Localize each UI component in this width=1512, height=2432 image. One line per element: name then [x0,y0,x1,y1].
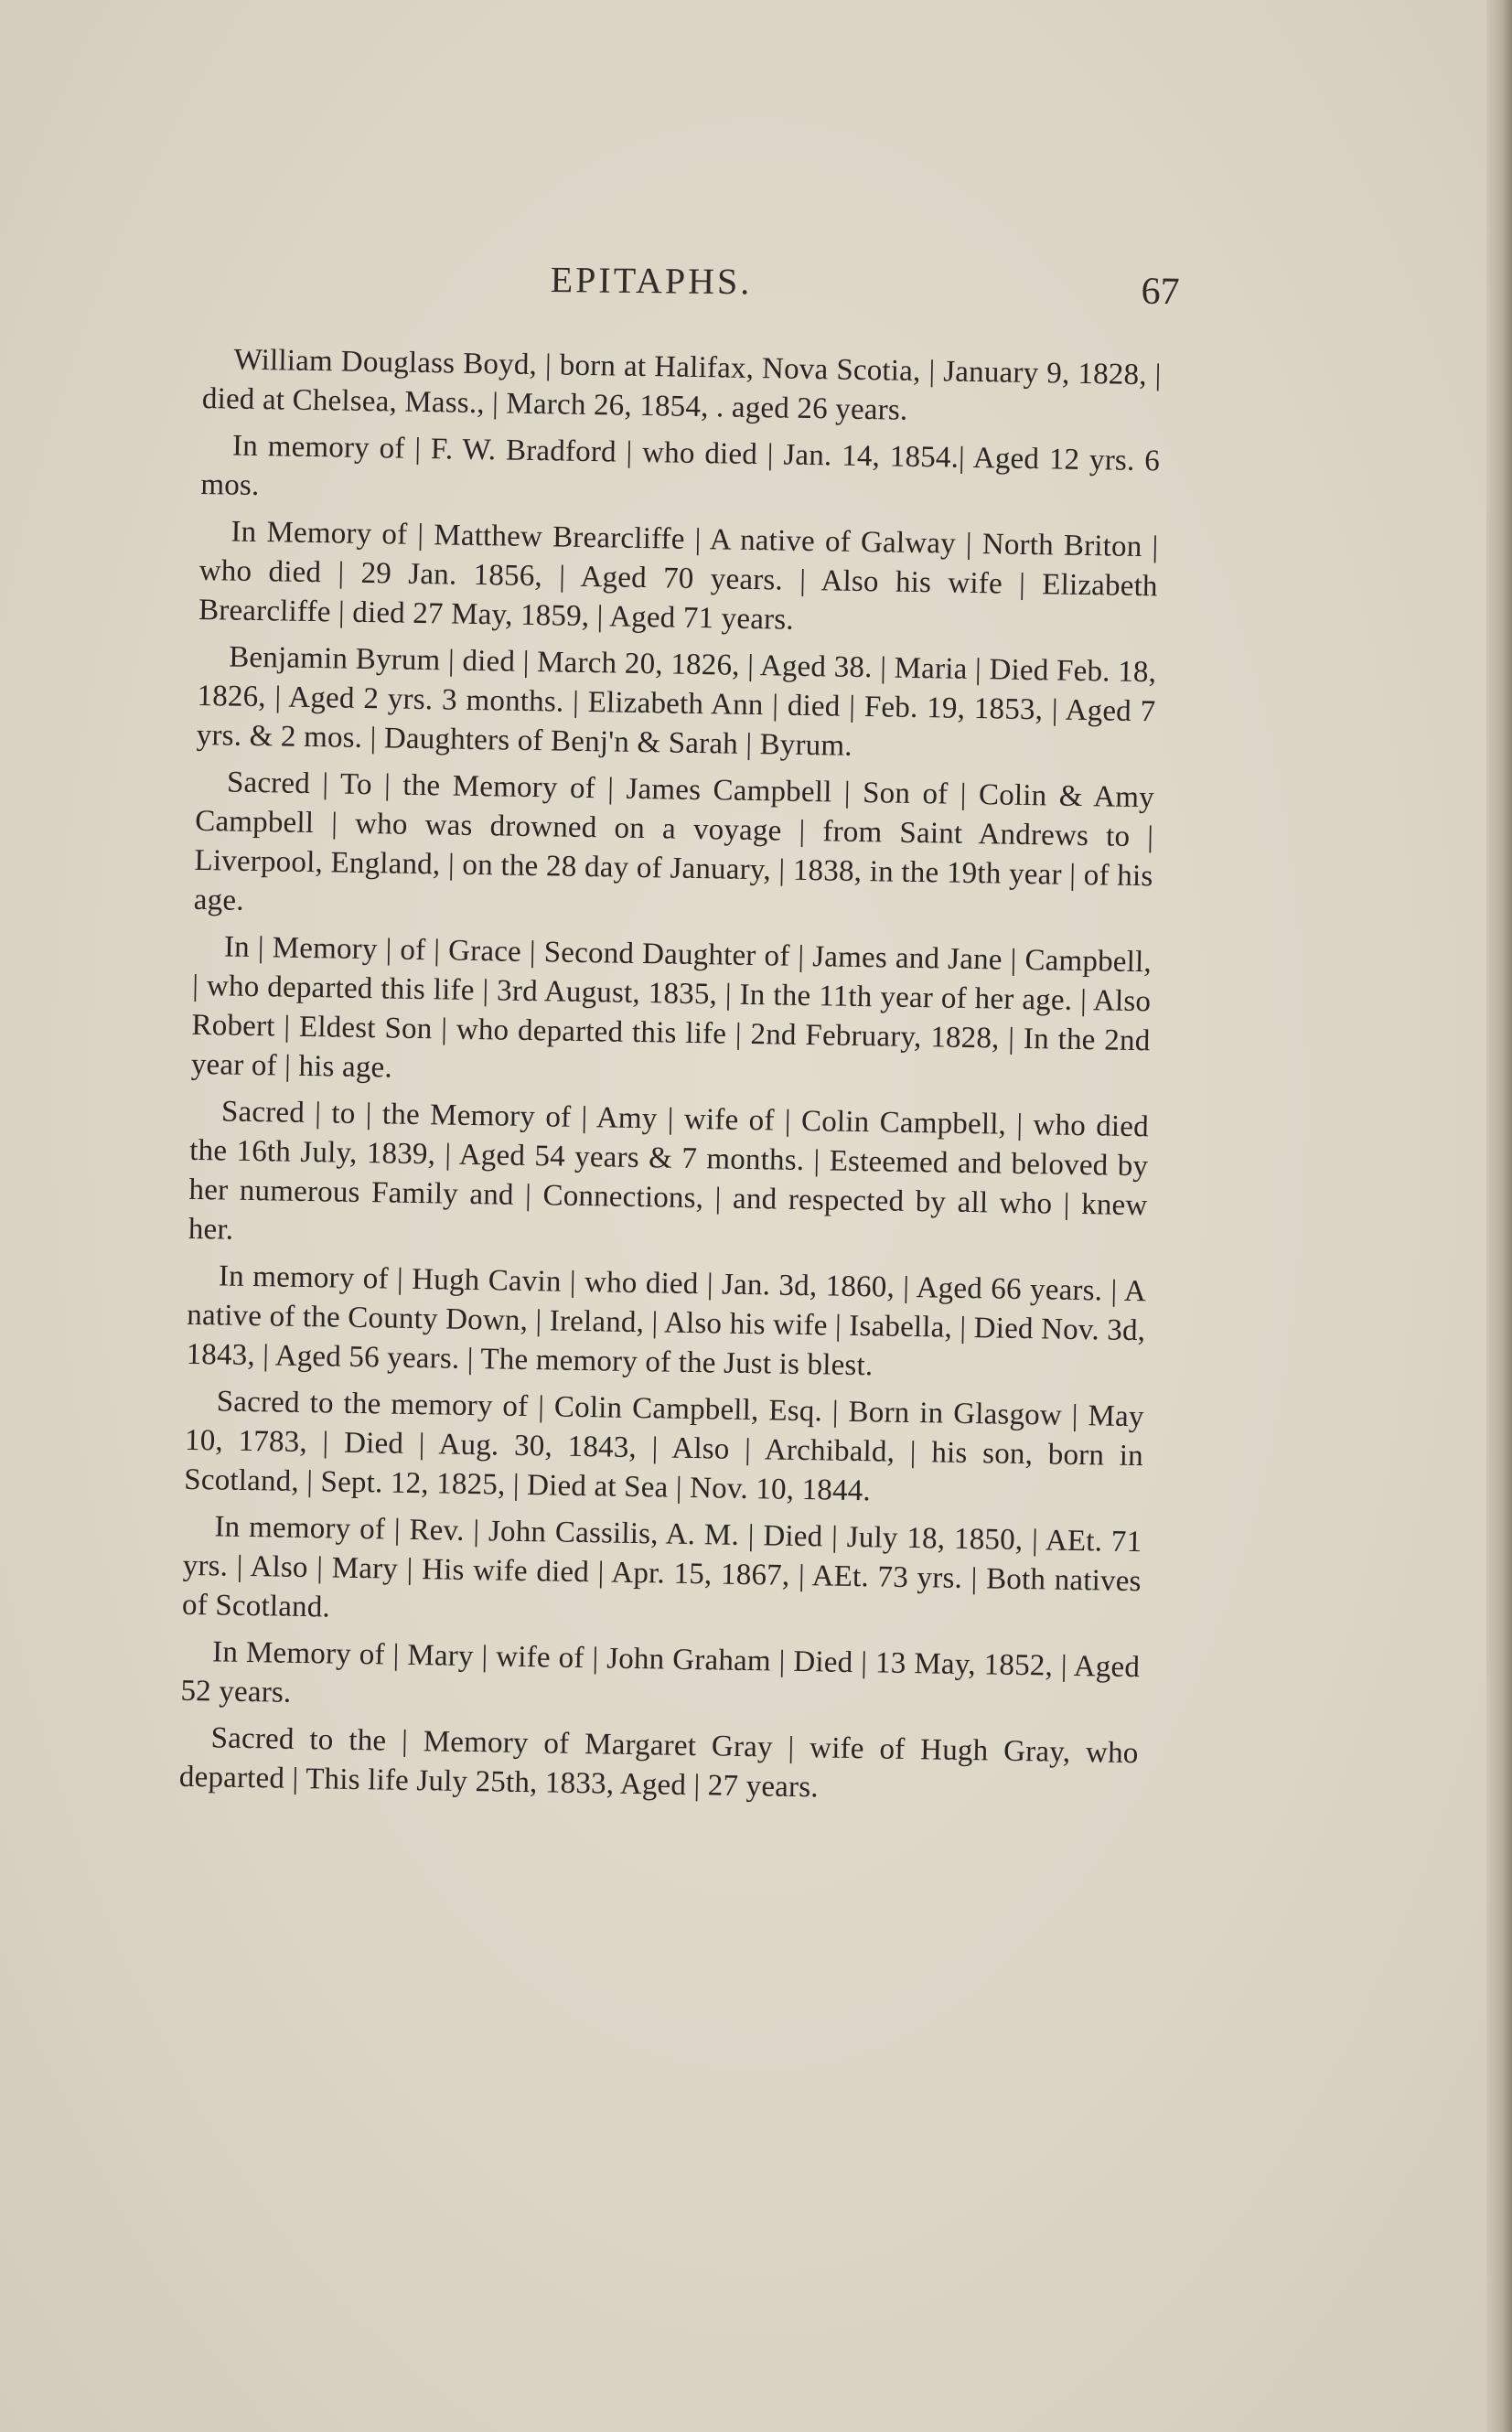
epitaph-entry: In memory of | Hugh Cavin | who died | Jan. 3d, 1860, | Aged 66 years. | A native of the County Down, | Ireland, | Also his wife | Isabella, | Died Nov. 3d, 1843, | Aged 56 years. | The memory of the Just is blest. [186,1259,1147,1383]
epitaph-list [178,340,1161,1820]
page-spine-edge [1486,0,1512,2432]
epitaph-entry: Sacred to the memory of | Colin Campbell, Esq. | Born in Glasgow | May 10, 1783, | Died | Aug. 30, 1843, | Also | Archibald, | his son, born in Scotland, | Sept. 12, 1825, | Died at Sea | Nov. 10, 1844. [184,1385,1144,1508]
epitaph-entry: In memory of | F. W. Bradford | who died | Jan. 14, 1854.| Aged 12 yrs. 6 mos. [200,429,1161,503]
epitaph-entry: Sacred | To | the Memory of | James Campbell | Son of | Colin & Amy Campbell | who was drowned on a voyage | from Saint Andrews to | Liverpool, England, | on the 28 day of January, | 1838, in the 19th year | of his age. [193,766,1155,917]
epitaph-entry: Sacred to the | Memory of Margaret Gray | wife of Hugh Gray, who departed | This life July 25th, 1833, Aged | 27 years. [178,1721,1139,1805]
page-number: 67 [1141,270,1180,314]
epitaph-entry: In Memory of | Mary | wife of | John Graham | Died | 13 May, 1852, | Aged 52 years. [180,1635,1141,1709]
epitaph-entry: In memory of | Rev. | John Cassilis, A. M. | Died | July 18, 1850, | AEt. 71 yrs. | Also | Mary | His wife died | Apr. 15, 1867, | AEt. 73 yrs. | Both natives of Scotland. [181,1510,1142,1624]
epitaph-entry: In Memory of | Matthew Brearcliffe | A native of Galway | North Briton | who died | 29 Jan. 1856, | Aged 70 years. | Also his wife | Elizabeth Brearcliffe | died 27 May, 1859, | Aged 71 years. [198,515,1159,637]
epitaph-entry: In | Memory | of | Grace | Second Daughter of | James and Jane | Campbell, | who departed this life | 3rd August, 1835, | In the 11th year of her age. | Also Robert | Eldest Son | who departed this life | 2nd February, 1828, | In the 2nd year of | his age. [190,930,1153,1085]
epitaph-entry: Benjamin Byrum | died | March 20, 1826, | Aged 38. | Maria | Died Feb. 18, 1826, | Aged 2 yrs. 3 months. | Elizabeth Ann | died | Feb. 19, 1853, | Aged 7 yrs. & 2 mos. | Daughters of Benj'n & Sarah | Byrum. [196,640,1157,763]
epitaph-entry: Sacred | to | the Memory of | Amy | wife of | Colin Campbell, | who died the 16th July, 1839, | Aged 54 years & 7 months. | Esteemed and beloved by her numerous Family and | Connections, | and respected by all who | knew her. [188,1095,1150,1247]
running-title: EPITAPHS. [550,259,753,303]
epitaph-entry: William Douglass Boyd, | born at Halifax, Nova Scotia, | January 9, 1828, | died at Chelsea, Mass., | March 26, 1854, . aged 26 years. [201,343,1162,427]
running-head [198,254,1180,319]
